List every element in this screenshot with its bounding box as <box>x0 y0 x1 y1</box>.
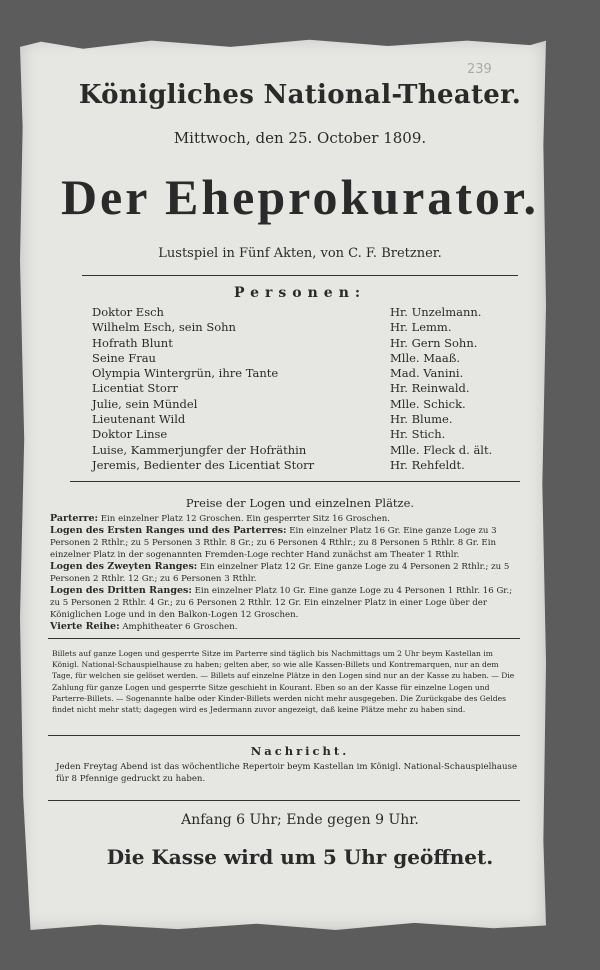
cast-row <box>92 320 512 335</box>
cast-role: Hofrath Blunt <box>92 335 173 350</box>
cast-row <box>92 351 512 366</box>
archive-pencil-mark: 239 <box>467 62 492 77</box>
cast-actor: Mlle. Schick. <box>390 396 466 411</box>
cast-row <box>92 427 512 442</box>
price-first-rank: Logen des Ersten Ranges und des Parterres: Ein einzelner Platz 16 Gr. Eine ganze Loge zu 3 Personen 2 Rthlr.; zu 5 Personen 3 Rthlr. 8 Gr.; zu 6 Personen 4 Rthlr.; zu 8 Personen 5 Rthlr. 8 Gr. Ein einzelner Platz in der sogenannten Fremden-Loge rechter Hand zunächst am Theater 1 Rthlr. <box>50 525 497 560</box>
cast-list <box>92 305 512 473</box>
price-fourth-row: Vierte Reihe: Amphitheater 6 Groschen. <box>50 621 238 632</box>
cast-row <box>92 336 512 351</box>
divider <box>48 800 520 801</box>
divider <box>70 481 520 482</box>
cast-role: Julie, sein Mündel <box>92 396 198 411</box>
cast-row <box>92 458 512 473</box>
cast-role: Seine Frau <box>92 350 156 365</box>
cast-role: Olympia Wintergrün, ihre Tante <box>92 366 279 381</box>
cast-row <box>92 381 512 396</box>
cast-role: Luise, Kammerjungfer der Hofräthin <box>92 442 307 457</box>
performance-times: Anfang 6 Uhr; Ende gegen 9 Uhr. <box>181 812 419 828</box>
play-title: Der Eheprokurator. <box>60 169 540 225</box>
price-second-rank: Logen des Zweyten Ranges: Ein einzelner Platz 12 Gr. Eine ganze Loge zu 4 Personen 2 Rthlr.; zu 5 Personen 2 Rthlr. 12 Gr.; zu 6 Personen 3 Rthlr. <box>50 561 510 584</box>
divider <box>48 735 520 736</box>
cast-actor: Mlle. Maaß. <box>390 350 461 365</box>
divider <box>48 638 520 639</box>
cast-actor: Hr. Rehfeldt. <box>390 457 465 472</box>
cast-role: Lieutenant Wild <box>92 412 186 427</box>
prices-heading: Preise der Logen und einzelnen Plätze. <box>185 496 415 510</box>
box-office-opening: Die Kasse wird um 5 Uhr geöffnet. <box>106 845 494 869</box>
cast-row <box>92 366 512 381</box>
cast-actor: Hr. Blume. <box>390 412 453 427</box>
cast-actor: Hr. Stich. <box>390 427 446 442</box>
cast-actor: Hr. Gern Sohn. <box>390 335 478 350</box>
cast-role: Doktor Linse <box>92 427 168 442</box>
performance-date: Mittwoch, den 25. October 1809. <box>173 129 427 147</box>
price-third-rank: Logen des Dritten Ranges: Ein einzelner Platz 10 Gr. Eine ganze Loge zu 4 Personen 1 Rthlr. 16 Gr.; zu 5 Personen 2 Rthlr. 4 Gr.; zu 6 Personen 2 Rthlr. 12 Gr. Ein einzelner Platz in einer Loge über der Königlichen Loge und in den Balkon-Logen 12 Groschen. <box>50 585 513 620</box>
nachricht-heading: Nachricht. <box>250 744 350 758</box>
price-parterre: Parterre: Ein einzelner Platz 12 Groschen. Ein gesperrter Sitz 16 Groschen. <box>50 513 391 524</box>
cast-role: Doktor Esch <box>92 305 164 319</box>
cast-actor: Mad. Vanini. <box>390 366 464 381</box>
cast-role: Licentiat Storr <box>92 381 178 396</box>
ticket-notice: Billets auf ganze Logen und gesperrte Sitze im Parterre sind täglich bis Nachmittags um 2 Uhr beym Kastellan im Königl. National-Schauspielhause zu haben; gelten aber, so wie alle Kassen-Billets und Kontremarquen, nur an dem Tage, für welchen sie gelöset werden. — Billets auf einzelne Plätze in den Logen sind nur an der Kasse zu haben. — Die Zahlung für ganze Logen und gesperrte Sitze geschieht in Kourant. Eben so an der Kasse für einzelne Logen und Parterre-Billets. — Sogenannte halbe oder Kinder-Billets werden nicht mehr ausgegeben. Die Zurückgabe des Geldes findet nicht mehr statt; dagegen wird es Jedermann zuvor angezeigt, daß keine Plätze mehr zu haben sind. <box>52 649 515 715</box>
cast-actor: Hr. Lemm. <box>390 320 452 335</box>
price-list <box>50 513 524 633</box>
cast-actor: Hr. Unzelmann. <box>390 305 482 319</box>
cast-heading: Personen: <box>233 285 367 301</box>
cast-row <box>92 443 512 458</box>
theater-name: Königliches National-Theater. <box>78 80 522 110</box>
cast-role: Wilhelm Esch, sein Sohn <box>92 320 236 335</box>
cast-actor: Mlle. Fleck d. ält. <box>390 442 493 457</box>
nachricht-text: Jeden Freytag Abend ist das wöchentliche Repertoir beym Kastellan im Königl. National-Schauspielhause für 8 Pfennige gedruckt zu haben. <box>56 762 518 784</box>
cast-row <box>92 305 512 320</box>
divider <box>82 275 518 276</box>
cast-row <box>92 397 512 412</box>
play-subtitle: Lustspiel in Fünf Akten, von C. F. Bretzner. <box>158 246 442 261</box>
cast-role: Jeremis, Bedienter des Licentiat Storr <box>92 457 315 472</box>
cast-actor: Hr. Reinwald. <box>390 381 470 396</box>
cast-row <box>92 412 512 427</box>
